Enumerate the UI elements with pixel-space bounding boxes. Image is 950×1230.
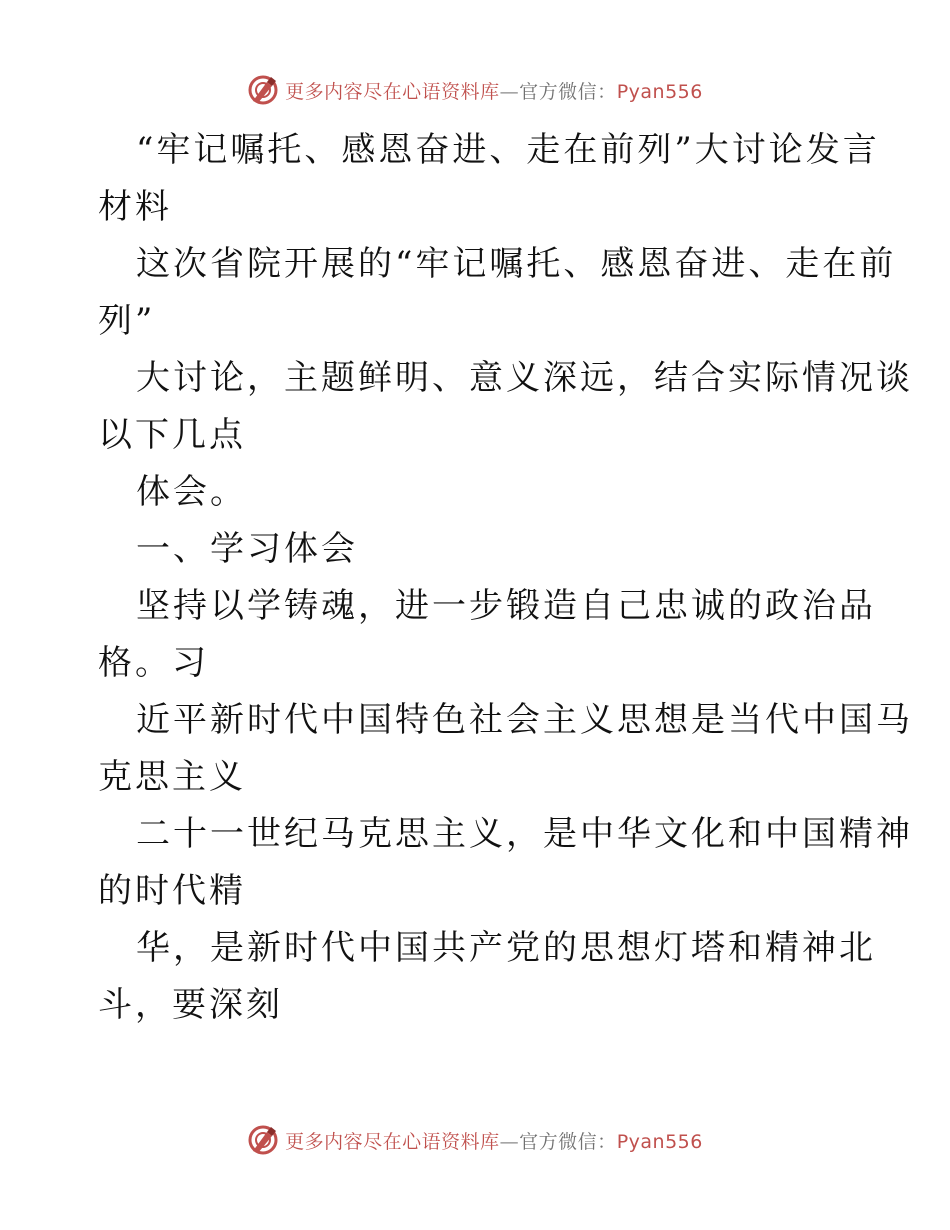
banner-wechat-id: Pyan556 <box>616 80 703 103</box>
doc-line: 二十一世纪马克思主义，是中华文化和中国精神 <box>136 814 913 854</box>
doc-line: 格。习 <box>98 643 209 683</box>
pen-logo-icon <box>247 74 279 106</box>
footer-banner-text <box>285 1127 703 1154</box>
doc-line: 华，是新时代中国共产党的思想灯塔和精神北 <box>136 928 876 968</box>
doc-line: 列” <box>98 301 156 341</box>
header-banner-text <box>285 77 703 104</box>
banner-wechat-id: Pyan556 <box>616 1130 703 1153</box>
doc-line: 材料 <box>98 187 172 227</box>
banner-title: 更多内容尽在心语资料库 <box>285 1130 500 1153</box>
footer-banner <box>0 1120 950 1160</box>
section-heading: 一、学习体会 <box>136 529 358 569</box>
banner-label: 官方微信： <box>519 1130 617 1153</box>
doc-line: 这次省院开展的“牢记嘱托、感恩奋进、走在前 <box>136 244 897 284</box>
banner-separator: — <box>499 80 520 103</box>
doc-line: 克思主义 <box>98 757 246 797</box>
doc-line: 大讨论，主题鲜明、意义深远，结合实际情况谈 <box>136 358 913 398</box>
doc-line: 近平新时代中国特色社会主义思想是当代中国马 <box>136 700 913 740</box>
doc-line: “牢记嘱托、感恩奋进、走在前列”大讨论发言 <box>136 130 880 170</box>
doc-line: 坚持以学铸魂，进一步锻造自己忠诚的政治品 <box>136 586 876 626</box>
doc-line: 斗，要深刻 <box>98 985 283 1025</box>
pen-logo-icon <box>247 1124 279 1156</box>
banner-label: 官方微信： <box>519 80 617 103</box>
doc-line: 体会。 <box>136 472 247 512</box>
doc-line: 以下几点 <box>98 415 246 455</box>
doc-line: 的时代精 <box>98 871 246 911</box>
banner-separator: — <box>499 1130 520 1153</box>
banner-title: 更多内容尽在心语资料库 <box>285 80 500 103</box>
document-body <box>98 122 913 1034</box>
header-banner <box>0 70 950 110</box>
